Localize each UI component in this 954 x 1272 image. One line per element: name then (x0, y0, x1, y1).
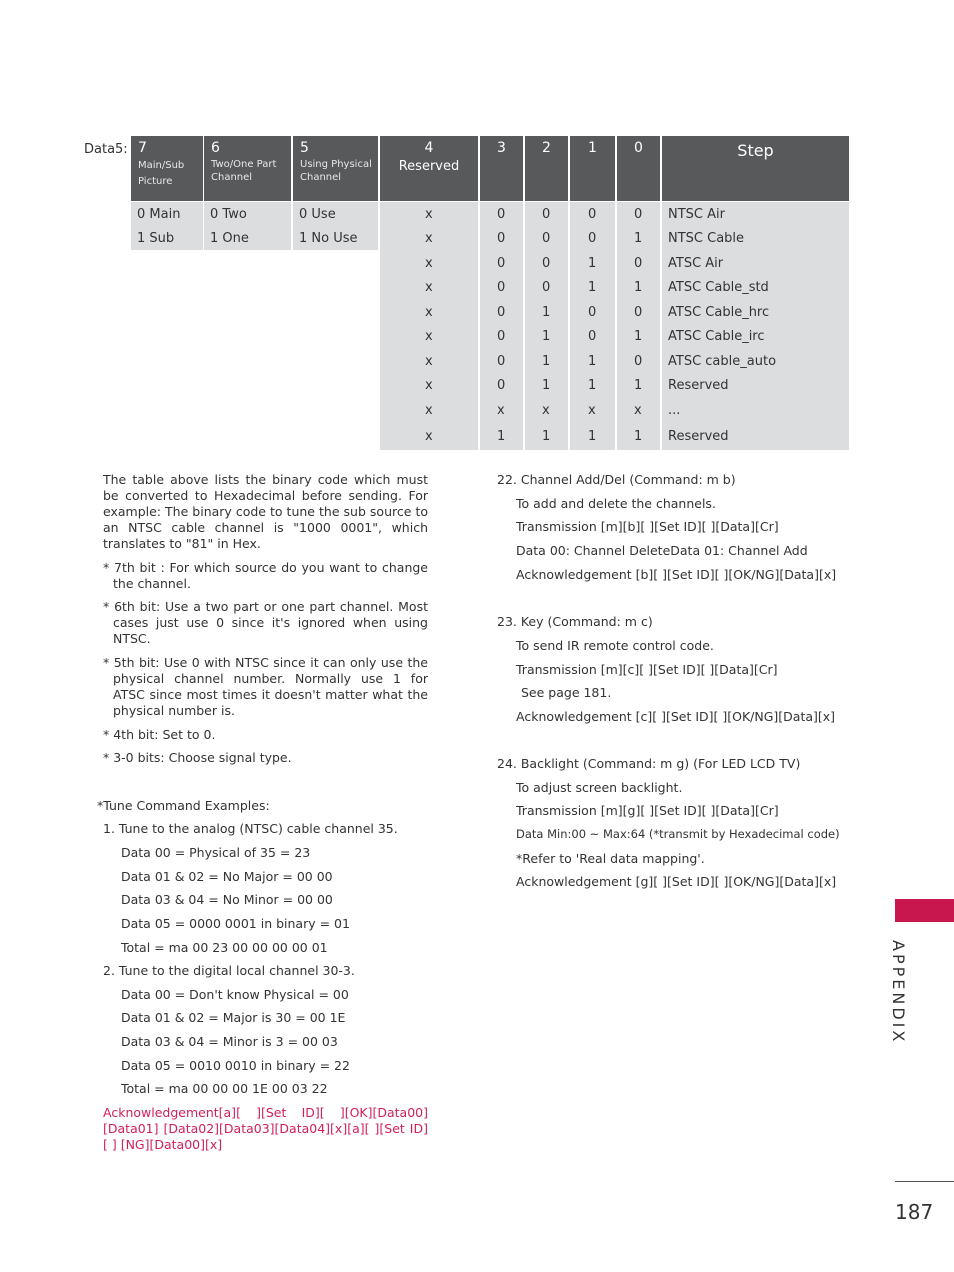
cell-bit4: x (425, 403, 433, 418)
cell-bit3: 0 (497, 354, 506, 369)
cell-bit2: 1 (542, 329, 551, 344)
section-22-desc: To add and delete the channels. (516, 496, 716, 511)
header-bit5-num: 5 (300, 140, 309, 156)
cell-bit2: 1 (542, 354, 551, 369)
cell-bit4: x (425, 231, 433, 246)
cell-bit2: 0 (542, 256, 551, 271)
cell-bit3: 0 (497, 305, 506, 320)
cell-step: Reserved (668, 378, 729, 393)
example1-line: Data 00 = Physical of 35 = 23 (121, 845, 311, 860)
cell-bit3: 1 (497, 429, 506, 444)
bullet-6th-bit: * 6th bit: Use a two part or one part channel. Most cases just use 0 since it's ignored when using NTSC. (103, 599, 428, 646)
cell-bit2: 0 (542, 231, 551, 246)
cell-bit4: x (425, 207, 433, 222)
acknowledgement-tune: Acknowledgement[a][ ][Set ID][ ][OK][Data00] [Data01] [Data02][Data03][Data04][x][a][ ][Set ID][ ] [NG][Data00][x] (103, 1105, 428, 1152)
example1-title: 1. Tune to the analog (NTSC) cable channel 35. (103, 821, 398, 836)
section-24-desc: To adjust screen backlight. (516, 780, 683, 795)
cell-bit1: 1 (588, 354, 597, 369)
header-bit0-num: 0 (634, 140, 643, 156)
header-bit0 (617, 136, 660, 201)
cell-bit1: x (588, 403, 596, 418)
appendix-side-label (889, 940, 908, 1045)
cell-step: ATSC Air (668, 256, 724, 271)
cell-bit4: x (425, 378, 433, 393)
cell-bit0: 1 (634, 280, 643, 295)
cell-bit4: x (425, 354, 433, 369)
cell-bit1: 1 (588, 256, 597, 271)
section-23-data: See page 181. (521, 685, 612, 700)
cell-step: ATSC Cable_irc (668, 329, 765, 344)
cell-bit3: 0 (497, 231, 506, 246)
header-bit7-desc: Main/Sub Picture (138, 160, 185, 187)
cell-bit0: x (634, 403, 642, 418)
example2-line: Data 00 = Don't know Physical = 00 (121, 987, 349, 1002)
header-bit3 (480, 136, 523, 201)
cell-bit0: 0 (634, 256, 643, 271)
cell-bit1: 1 (588, 280, 597, 295)
cell-bit5-row1: 0 Use (299, 207, 336, 222)
cell-step: Reserved (668, 429, 729, 444)
bullet-5th-bit: * 5th bit: Use 0 with NTSC since it can only use the physical channel number. Normally use 1 for ATSC since most times it doesn't matter what the physical number is. (103, 655, 428, 718)
section-24-refer: *Refer to 'Real data mapping'. (516, 851, 705, 866)
section-23-acknowledgement: Acknowledgement [c][ ][Set ID][ ][OK/NG][Data][x] (516, 709, 836, 724)
cell-bit3: 0 (497, 378, 506, 393)
header-bit2-num: 2 (542, 140, 551, 156)
example1-line: Data 01 & 02 = No Major = 00 00 (121, 869, 333, 884)
page-number: 187 (895, 1200, 934, 1224)
section-22-acknowledgement: Acknowledgement [b][ ][Set ID][ ][OK/NG][Data][x] (516, 567, 837, 582)
header-step-label: Step (737, 141, 774, 160)
appendix-tab-marker (895, 899, 954, 922)
cell-step: ATSC Cable_hrc (668, 305, 770, 320)
cell-bit2: 1 (542, 378, 551, 393)
cell-bit3: 0 (497, 280, 506, 295)
section-22-transmission: Transmission [m][b][ ][Set ID][ ][Data][Cr] (516, 519, 779, 534)
header-bit3-num: 3 (497, 140, 506, 156)
section-22-title: 22. Channel Add/Del (Command: m b) (497, 472, 736, 487)
example2-line: Data 01 & 02 = Major is 30 = 00 1E (121, 1010, 346, 1025)
cell-bit3: x (497, 403, 505, 418)
example1-line: Data 03 & 04 = No Minor = 00 00 (121, 892, 333, 907)
cell-bit0: 1 (634, 378, 643, 393)
header-bit4-desc: Reserved (398, 159, 460, 174)
cell-step: ATSC Cable_std (668, 280, 769, 295)
cell-bit6-row2: 1 One (210, 231, 249, 246)
header-bit1-num: 1 (588, 140, 597, 156)
cell-bit2: 1 (542, 305, 551, 320)
header-bit6-num: 6 (211, 140, 220, 156)
table-label: Data5: (84, 142, 128, 157)
cell-bit0: 1 (634, 429, 643, 444)
cell-bit1: 0 (588, 231, 597, 246)
appendix-label-text: APPENDIX (889, 940, 908, 1045)
cell-bit1: 0 (588, 329, 597, 344)
example2-title: 2. Tune to the digital local channel 30-3. (103, 963, 355, 978)
cell-bit2: 0 (542, 280, 551, 295)
cell-bit7-row2: 1 Sub (137, 231, 175, 246)
section-24-acknowledgement: Acknowledgement [g][ ][Set ID][ ][OK/NG][Data][x] (516, 874, 837, 889)
header-bit7-num: 7 (138, 140, 147, 156)
example1-total: Total = ma 00 23 00 00 00 00 01 (121, 940, 328, 955)
example1-line: Data 05 = 0000 0001 in binary = 01 (121, 916, 350, 931)
cell-bit4: x (425, 305, 433, 320)
header-step (662, 136, 849, 201)
section-22-data: Data 00: Channel DeleteData 01: Channel Add (516, 543, 808, 558)
header-bit7 (131, 136, 203, 201)
cell-bit2: 0 (542, 207, 551, 222)
header-bit5-desc: Using Physical Channel (300, 159, 372, 183)
cell-bit1: 0 (588, 305, 597, 320)
cell-bit0: 0 (634, 354, 643, 369)
cell-bit2: x (542, 403, 550, 418)
header-bit5 (293, 136, 378, 201)
example2-line: Data 03 & 04 = Minor is 3 = 00 03 (121, 1034, 338, 1049)
header-bit4 (380, 136, 478, 201)
header-bit1 (570, 136, 615, 201)
cell-bit4: x (425, 329, 433, 344)
cell-bit4: x (425, 256, 433, 271)
cell-bit1: 1 (588, 429, 597, 444)
section-23-desc: To send IR remote control code. (516, 638, 714, 653)
intro-paragraph: The table above lists the binary code which must be converted to Hexadecimal before sending. For example: The binary code to tune the sub source to an NTSC cable channel is "1000 0001", which translates to "81" in Hex. (103, 472, 428, 551)
header-bit2 (525, 136, 568, 201)
section-23-transmission: Transmission [m][c][ ][Set ID][ ][Data][Cr] (516, 662, 778, 677)
cell-bit4: x (425, 280, 433, 295)
bullet-4th-bit: * 4th bit: Set to 0. (103, 727, 216, 742)
header-bit6 (204, 136, 291, 201)
example2-total: Total = ma 00 00 00 1E 00 03 22 (121, 1081, 328, 1096)
section-23-title: 23. Key (Command: m c) (497, 614, 653, 629)
cell-step: NTSC Cable (668, 231, 745, 246)
page-number-rule (895, 1181, 954, 1182)
cell-bit3: 0 (497, 329, 506, 344)
header-bit6-desc: Two/One Part Channel (211, 159, 277, 183)
cell-bit1: 0 (588, 207, 597, 222)
cell-step: NTSC Air (668, 207, 725, 222)
header-bit4-num: 4 (424, 140, 434, 156)
cell-bit1: 1 (588, 378, 597, 393)
cell-bit3: 0 (497, 207, 506, 222)
bullet-7th-bit: * 7th bit : For which source do you want to change the channel. (103, 560, 428, 591)
cell-bit4: x (425, 429, 433, 444)
examples-title: *Tune Command Examples: (97, 798, 270, 813)
cell-step: ... (668, 403, 681, 418)
cell-bit3: 0 (497, 256, 506, 271)
cell-bit0: 0 (634, 305, 643, 320)
example2-line: Data 05 = 0010 0010 in binary = 22 (121, 1058, 350, 1073)
section-24-title: 24. Backlight (Command: m g) (For LED LCD TV) (497, 756, 801, 771)
bullet-3-0-bits: * 3-0 bits: Choose signal type. (103, 750, 292, 765)
cell-bit6-row1: 0 Two (210, 207, 247, 222)
cell-bit5-row2: 1 No Use (299, 231, 358, 246)
cell-step: ATSC cable_auto (668, 354, 777, 369)
cell-bit0: 1 (634, 231, 643, 246)
section-24-data: Data Min:00 ~ Max:64 (*transmit by Hexadecimal code) (516, 827, 840, 841)
cell-bit7-row1: 0 Main (137, 207, 181, 222)
cell-bit0: 0 (634, 207, 643, 222)
section-24-transmission: Transmission [m][g][ ][Set ID][ ][Data][Cr] (516, 803, 779, 818)
cell-bit0: 1 (634, 329, 643, 344)
cell-bit2: 1 (542, 429, 551, 444)
